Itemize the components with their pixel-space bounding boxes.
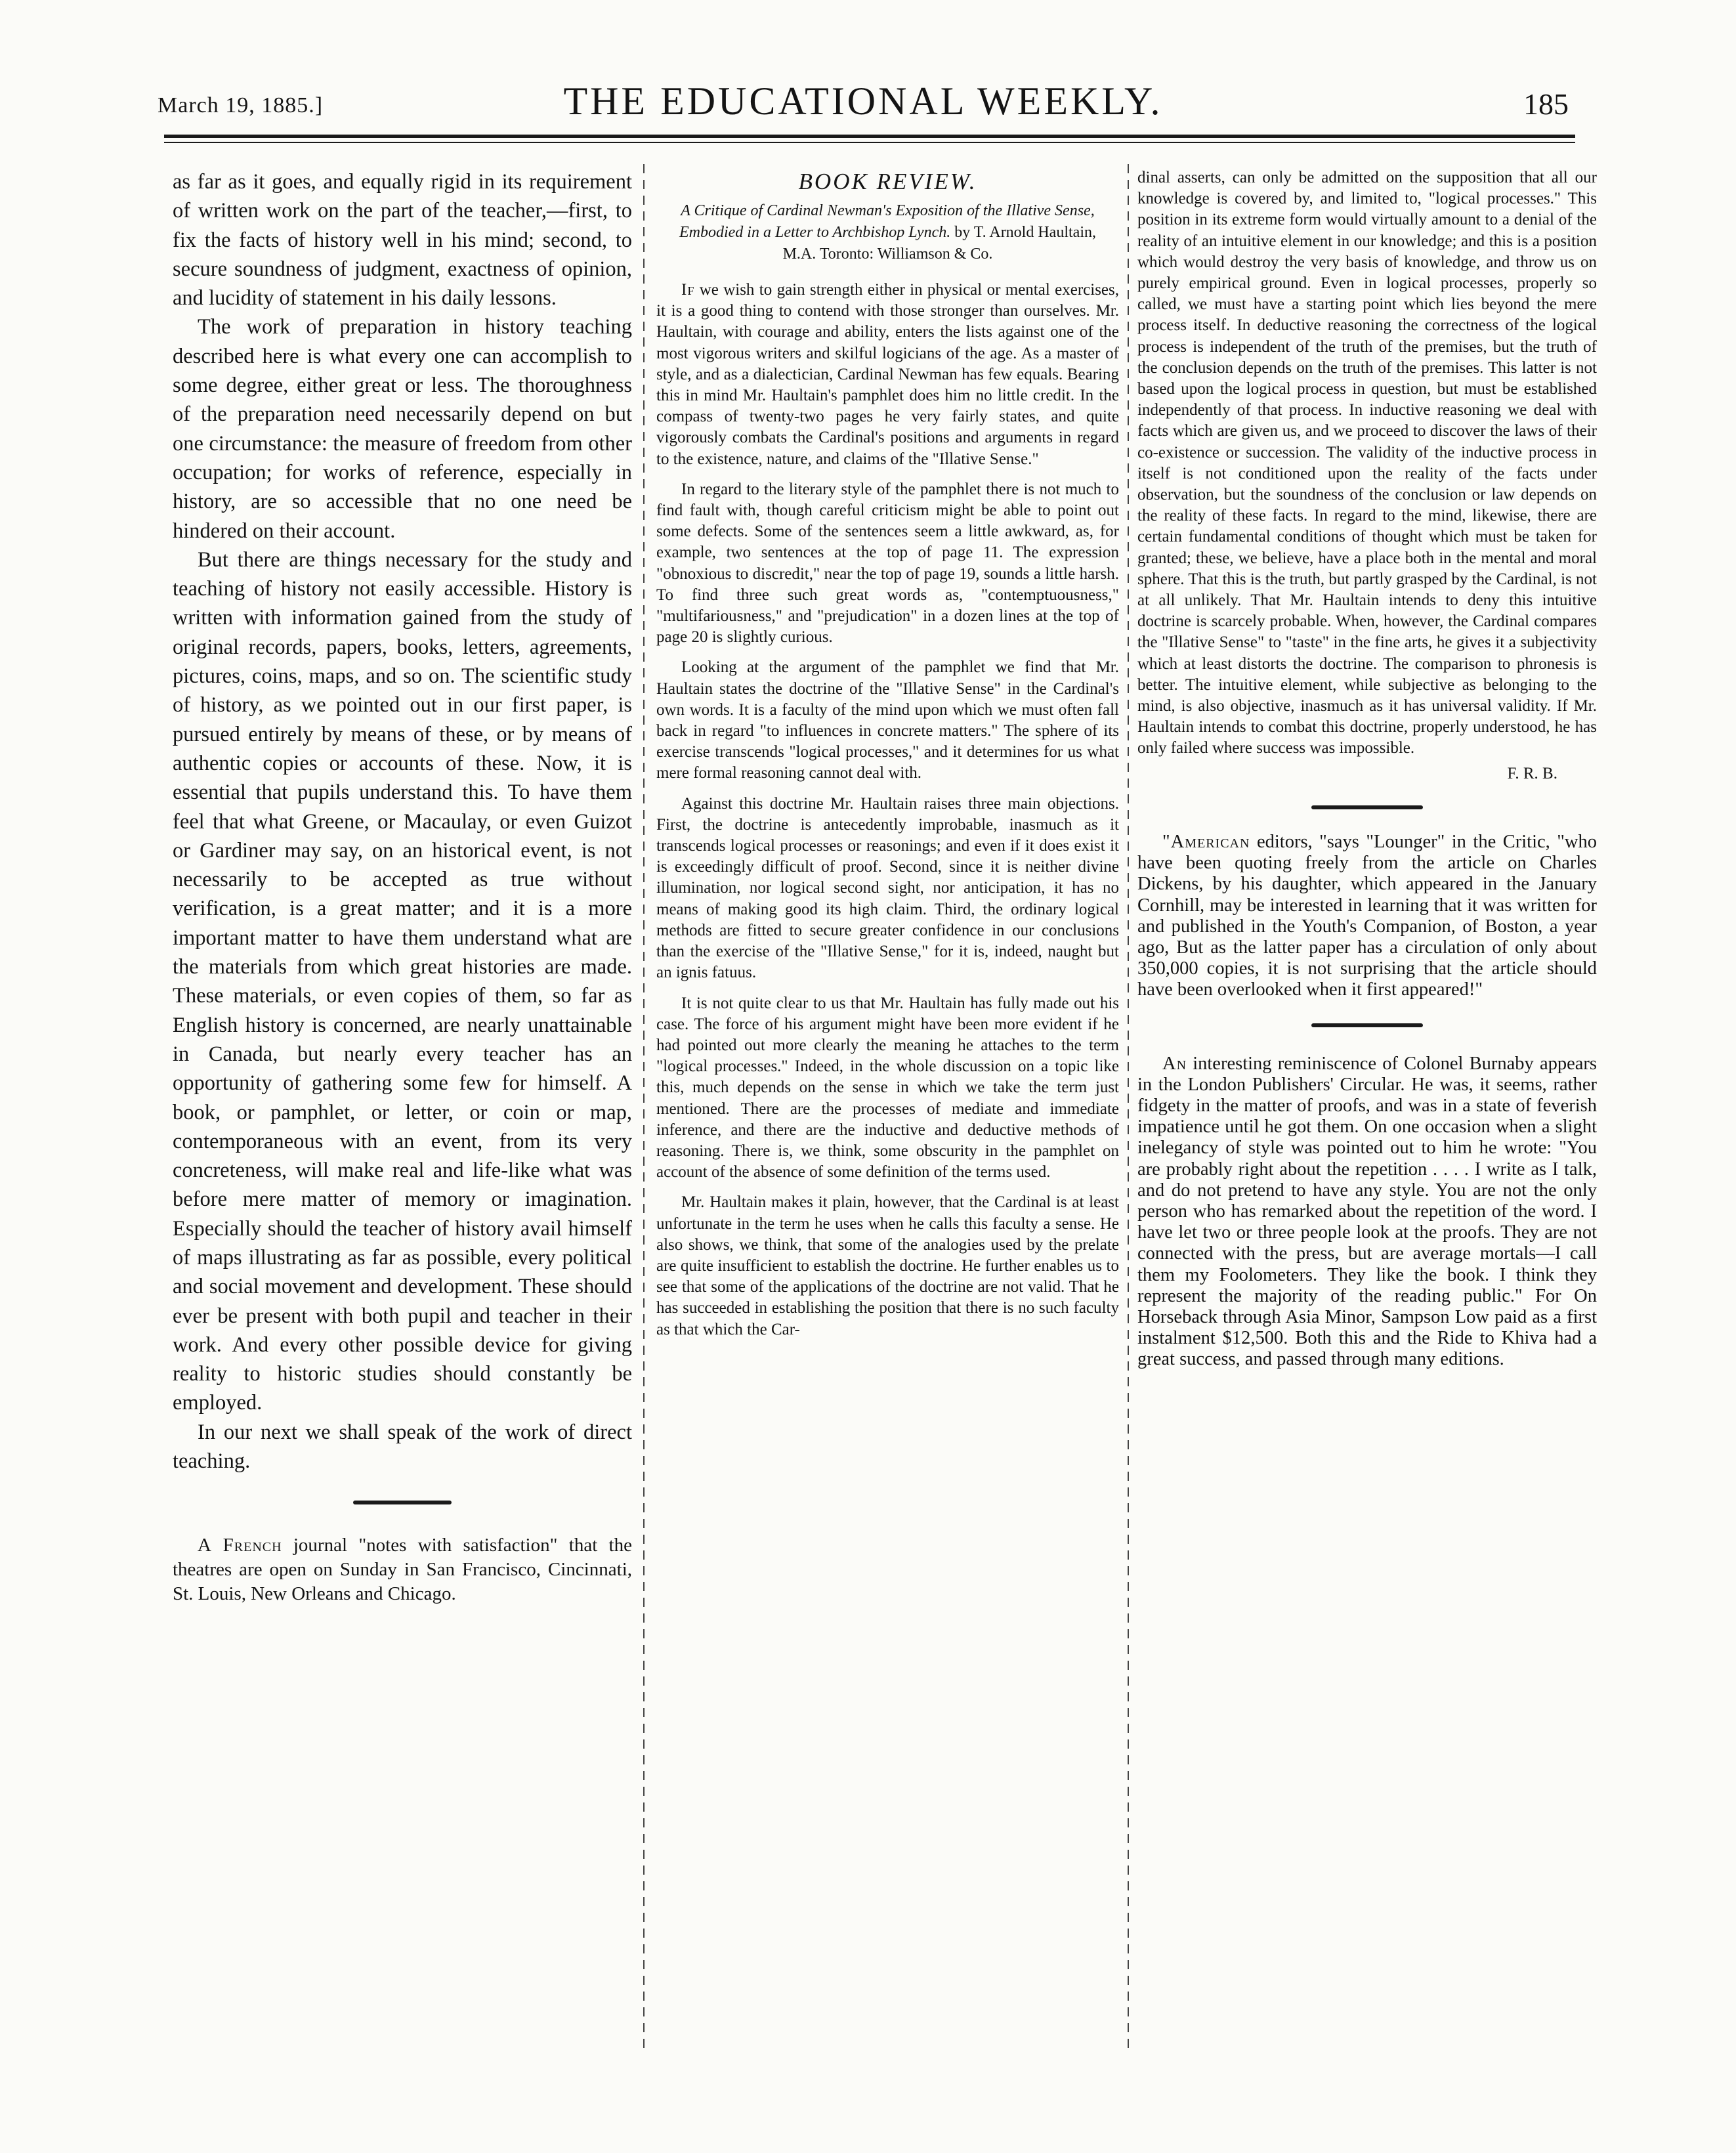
header-rule-thick (164, 135, 1575, 138)
author-signature: F. R. B. (1507, 764, 1557, 782)
paragraph: Looking at the argument of the pamphlet we find that Mr. Haultain states the doctrine of the "Illative Sense" in the Cardinal's own words. It is a faculty of the mind upon which we must often fall back in regard "to influences in concrete matters." The sphere of its exercise transcends "logical processes," and it determines for us what mere formal reasoning cannot deal with. (656, 658, 1119, 782)
paragraph-text: we wish to gain strength either in physical or mental exercises, it is a good thing to contend with those stronger than ourselves. Mr. Haultain, with courage and ability, enters the lists against one of the most vigorous writers and skilful logicians of the age. As a master of style, and as a dialectician, Cardinal Newman has few equals. Bearing this in mind Mr. Haultain's pamphlet does him no little credit. In the compass of twenty-two pages he very fairly states, and quite vigorously combats the Cardinal's positions and arguments in regard to the existence, nature, and claims of the "Illative Sense." (656, 281, 1119, 468)
book-title: A Critique of Cardinal Newman's Exposition of the Illative Sense, Embodied in a Letter to Archbishop Lynch. (679, 202, 1095, 241)
section-separator (1311, 805, 1423, 809)
paragraph: In our next we shall speak of the work of direct teaching. (173, 1420, 632, 1474)
paragraph: In regard to the literary style of the pamphlet there is not much to find fault with, though careful criticism might be able to point out some defects. Some of the sentences seem a little awkward, as, for example, two sentences at the top of page 11. The expression "obnoxious to discredit," near the top of page 19, sounds a little harsh. To find three such great words as, "contemptuousness," "multifariousness," and "prejudication" in a dozen lines at the top of page 20 is slightly curious. (656, 480, 1119, 647)
lead-word: An (1162, 1053, 1187, 1074)
column-right (1137, 167, 1597, 1371)
masthead-title: THE EDUCATIONAL WEEKLY. (563, 79, 1163, 123)
paragraph-text: editors, "says "Lounger" in the Critic, "who have been quoting freely from the article on Charles Dickens, by his daughter, which appeared in the January Cornhill, may be interested in learning that it was written for and published in the Youth's Companion, of Boston, a year ago, But as the latter paper has a circulation of only about 350,000 copies, it is not surprising that the article should have been overlooked when it first appeared!" (1137, 831, 1597, 1000)
lead-word: If (681, 281, 695, 299)
paragraph: It is not quite clear to us that Mr. Haultain has fully made out his case. The force of his argument might have been more evident if he had pointed out more clearly the meaning he attaches to the term "logical processes." Indeed, in the whole discussion on a topic like this, much depends on the sense in which we take the term just mentioned. There are the processes of mediate and immediate inference, and there are the inductive and deductive methods of reasoning. There is, we think, some obscurity in the pamphlet on account of the absence of some definition of the terms used. (656, 994, 1119, 1182)
paragraph: Mr. Haultain makes it plain, however, that the Cardinal is at least unfortunate in the term he uses when he calls this faculty a sense. He also shows, we think, that some of the analogies used by the prelate are quite insufficient to establish the doctrine. He further enables us to see that some of the applications of the doctrine are not valid. That he has succeeded in establishing the position that there is no such faculty as that which the Car- (656, 1193, 1119, 1338)
column-divider (643, 164, 645, 2055)
paragraph: But there are things necessary for the study and teaching of history not easily accessible. History is written with information gained from the study of original records, papers, books, letters, agreements, pictures, coins, maps, and so on. The scientific study of history, as we pointed out in our first paper, is pursued entirely by means of these, or by means of authentic copies or accounts of these. Now, it is essential that pupils understand this. To have them feel that what Greene, or Macaulay, or even Guizot or Gardiner may say, on an historical event, is not necessarily to be accepted as true without verification, is a great matter; and it is a more important matter to have them understand what are the materials from which great histories are made. These materials, or even copies of them, so far as English history is concerned, are nearly unattainable in Canada, but nearly every teacher has an opportunity of gathering some few for himself. A book, or pamphlet, or letter, or coin or map, contemporaneous with an event, from its very concreteness, will make real and life-like what was before mere matter of memory or imagination. Especially should the teacher of history avail himself of maps illustrating as far as possible, every political and social movement and development. These should ever be present with both pupil and teacher in their work. And every other possible device for giving reality to historic studies should constantly be employed. (173, 547, 632, 1415)
paragraph (173, 1533, 632, 1606)
page-header (158, 79, 1569, 131)
paragraph-text: interesting reminiscence of Colonel Burnaby appears in the London Publishers' Circular. He was, it seems, rather fidgety in the matter of proofs, and was in a state of feverish impatience until he got them. On one occasion when a slight inelegancy of style was pointed out to him he wrote: "You are probably right about the repetition . . . . I write as I talk, and do not pretend to have any style. You are not the only person who has remarked about the repetition of the word. I have let two or three people look at the proofs. They are not connected with the press, but are average mortals—I call them my Foolometers. They like the book. I think they represent the majority of the reading public." For On Horseback through Asia Minor, Sampson Low paid as a first instalment $12,500. Both this and the Ride to Khiva had a great success, and passed through many editions. (1137, 1053, 1597, 1370)
column-middle (656, 167, 1119, 1340)
issue-date: March 19, 1885.] (158, 93, 324, 117)
paragraph (1137, 1054, 1597, 1371)
column-left (173, 167, 632, 1606)
paragraph: dinal asserts, can only be admitted on the supposition that all our knowledge is covered by, and limited to, "logical processes." This position in its extreme form would virtually amount to a denial of the reality of an intuitive element in our knowledge; and this is a position which would destroy the very basis of knowledge, and throw us on purely empirical ground. Even in logical processes, properly so called, we must have a starting point which lies beyond the mere process itself. In deductive reasoning the correctness of the logical process is independent of the truth of the premises, but the truth of the conclusion depends on the truth of the premises. This latter is not based upon the logical process in question, but must be established independently of that process. In inductive reasoning we deal with facts which are given us, and we proceed to discover the laws of their co-existence or succession. The validity of the inductive process in itself is not conditioned upon the reality of the facts under observation, but the soundness of the conclusion or law depends on the reality of these facts. In regard to the mind, likewise, there are certain fundamental conditions of thought which must be taken for granted; these, we believe, have a place both in the mental and moral sphere. That this is the truth, but partly grasped by the Cardinal, is not at all unlikely. That Mr. Haultain intends to deny this intuitive doctrine is scarcely probable. When, however, the Cardinal compares the "Illative Sense" to "taste" in the fine arts, he gives it a subjectivity which at least distorts the doctrine. The comparison to phronesis is better. The intuitive element, while subjective as belonging to the mind, is also objective, inasmuch as it has universal validity. If Mr. Haultain intends to combat this doctrine, properly understood, he has only failed where success was impossible. (1137, 169, 1597, 757)
column-divider (1128, 164, 1129, 2055)
paragraph (656, 280, 1119, 470)
lead-word: "American (1162, 831, 1250, 852)
section-separator (1311, 1023, 1423, 1027)
page-number: 185 (1523, 87, 1569, 121)
paragraph-text: journal "notes with satisfaction" that the theatres are open on Sunday in San Francisco, Cincinnati, St. Louis, New Orleans and Chicago. (173, 1535, 632, 1605)
paragraph: as far as it goes, and equally rigid in its requirement of written work on the part of the teacher,—first, to fix the facts of history well in his mind; second, to secure soundness of judgment, exactness of opinion, and lucidity of statement in his daily lessons. (173, 170, 632, 310)
paragraph: Against this doctrine Mr. Haultain raises three main objections. First, the doctrine is antecedently improbable, inasmuch as it transcends logical processes or reasonings; and even if it does exist it is exceedingly difficult of proof. Second, since it is neither divine illumination, nor logical second sight, nor anticipation, it has no means of making good its high claim. Third, the ordinary logical methods are fitted to secure greater confidence in our conclusions than the exercise of the "Illative Sense," for it is, indeed, naught but an ignis fatuus. (656, 794, 1119, 982)
lead-word: A French (198, 1535, 282, 1556)
paragraph: The work of preparation in history teaching described here is what every one can accomplish to some degree, either great or less. The thoroughness of the preparation need necessarily depend on but one circumstance: the measure of freedom from other occupation; for works of reference, especially in history, are so accessible that no one need be hindered on their account. (173, 315, 632, 543)
section-heading: BOOK REVIEW. (798, 169, 977, 194)
header-rule-thin (164, 142, 1575, 143)
section-separator (353, 1501, 452, 1504)
review-citation (676, 200, 1099, 265)
paragraph (1137, 832, 1597, 1001)
book-publisher: by T. Arnold Haultain, M.A. Toronto: Williamson & Co. (782, 224, 1096, 263)
